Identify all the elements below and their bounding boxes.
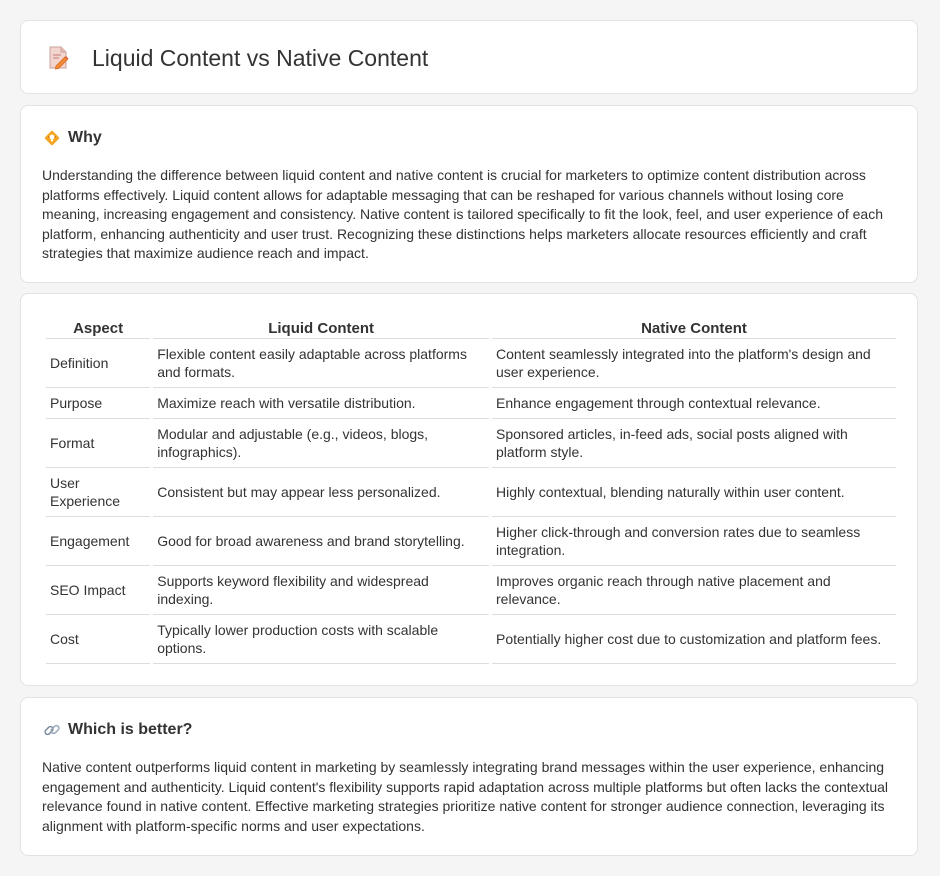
table-row bbox=[46, 388, 896, 419]
table-header-row bbox=[46, 316, 896, 339]
row-native: Higher click-through and conversion rates due to seamless integration. bbox=[492, 517, 896, 566]
row-liquid: Consistent but may appear less personalized. bbox=[153, 468, 489, 517]
row-liquid: Maximize reach with versatile distribution. bbox=[153, 388, 489, 419]
table-row bbox=[46, 468, 896, 517]
row-liquid: Supports keyword flexibility and widespread indexing. bbox=[153, 566, 489, 615]
row-native: Improves organic reach through native placement and relevance. bbox=[492, 566, 896, 615]
row-liquid: Modular and adjustable (e.g., videos, blogs, infographics). bbox=[153, 419, 489, 468]
row-native: Sponsored articles, in-feed ads, social posts aligned with platform style. bbox=[492, 419, 896, 468]
comparison-table bbox=[43, 316, 899, 664]
column-header-native-content: Native Content bbox=[492, 316, 896, 339]
link-icon bbox=[43, 721, 61, 739]
row-native: Content seamlessly integrated into the platform's design and user experience. bbox=[492, 339, 896, 388]
which-is-better-heading: Which is better? bbox=[68, 721, 193, 738]
which-is-better-header bbox=[43, 720, 192, 740]
row-aspect: User Experience bbox=[46, 468, 150, 517]
row-native: Highly contextual, blending naturally within user content. bbox=[492, 468, 896, 517]
row-native: Potentially higher cost due to customization and platform fees. bbox=[492, 615, 896, 664]
row-liquid: Typically lower production costs with scalable options. bbox=[153, 615, 489, 664]
row-aspect: Format bbox=[46, 419, 150, 468]
comparison-section bbox=[20, 293, 918, 686]
row-liquid: Flexible content easily adaptable across platforms and formats. bbox=[153, 339, 489, 388]
document-pencil-icon bbox=[47, 46, 69, 70]
row-native: Enhance engagement through contextual relevance. bbox=[492, 388, 896, 419]
column-header-aspect: Aspect bbox=[46, 316, 150, 339]
row-aspect: Definition bbox=[46, 339, 150, 388]
table-row bbox=[46, 339, 896, 388]
table-row bbox=[46, 517, 896, 566]
row-liquid: Good for broad awareness and brand storytelling. bbox=[153, 517, 489, 566]
column-header-liquid-content: Liquid Content bbox=[153, 316, 489, 339]
row-aspect: Cost bbox=[46, 615, 150, 664]
table-row bbox=[46, 566, 896, 615]
which-is-better-section bbox=[20, 697, 918, 856]
lightbulb-badge-icon bbox=[43, 129, 61, 147]
row-aspect: Engagement bbox=[46, 517, 150, 566]
page-title: Liquid Content vs Native Content bbox=[92, 45, 429, 71]
which-is-better-text: Native content outperforms liquid content in marketing by seamlessly integrating brand messages within the user experience, enhancing engagement and authenticity. Liquid content's flexibility supports rapid adaptation across multiple platforms but often lacks the contextual relevance found in native content. Effective marketing strategies prioritize native content for stronger audience connection, leveraging its alignment with platform-specific norms and user expectations. bbox=[42, 759, 889, 834]
table-row bbox=[46, 615, 896, 664]
table-row bbox=[46, 419, 896, 468]
row-aspect: SEO Impact bbox=[46, 566, 150, 615]
why-text: Understanding the difference between liquid content and native content is crucial for marketers to optimize content distribution across platforms effectively. Liquid content allows for adaptable messaging that can be reshaped for various channels without losing core meaning, increasing engagement and consistency. Native content is tailored specifically to fit the look, feel, and user experience of each platform, enhancing authenticity and user trust. Recognizing these distinctions helps marketers allocate resources efficiently and craft strategies that maximize audience reach and impact. bbox=[42, 167, 884, 262]
why-section bbox=[20, 105, 918, 283]
why-header bbox=[43, 128, 102, 148]
why-heading: Why bbox=[68, 129, 102, 146]
title-card bbox=[20, 20, 918, 94]
row-aspect: Purpose bbox=[46, 388, 150, 419]
